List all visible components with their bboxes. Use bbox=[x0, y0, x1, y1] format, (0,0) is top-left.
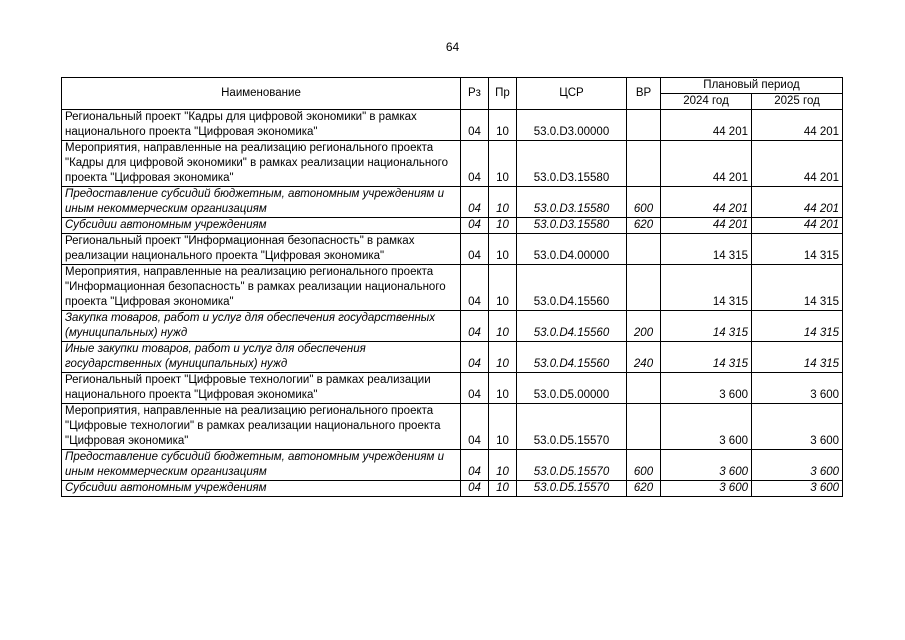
row-2025: 14 315 bbox=[752, 234, 843, 265]
row-csr: 53.0.D5.15570 bbox=[517, 481, 627, 497]
budget-table bbox=[61, 77, 843, 497]
row-name: Субсидии автономным учреждениям bbox=[62, 218, 461, 234]
row-name: Мероприятия, направленные на реализацию регионального проекта "Цифровые технологии" в рамках реализации национального проекта "Цифровая экономика" bbox=[62, 404, 461, 450]
row-2025: 44 201 bbox=[752, 110, 843, 141]
table-row bbox=[62, 373, 843, 404]
row-csr: 53.0.D4.15560 bbox=[517, 342, 627, 373]
row-csr: 53.0.D5.15570 bbox=[517, 450, 627, 481]
row-2024: 3 600 bbox=[661, 481, 752, 497]
row-2024: 44 201 bbox=[661, 141, 752, 187]
row-vr: 620 bbox=[627, 481, 661, 497]
row-2024: 14 315 bbox=[661, 234, 752, 265]
row-csr: 53.0.D3.15580 bbox=[517, 218, 627, 234]
table-row bbox=[62, 141, 843, 187]
row-csr: 53.0.D5.00000 bbox=[517, 373, 627, 404]
row-rz: 04 bbox=[461, 404, 489, 450]
row-pr: 10 bbox=[489, 450, 517, 481]
table-row bbox=[62, 110, 843, 141]
table-row bbox=[62, 311, 843, 342]
row-pr: 10 bbox=[489, 110, 517, 141]
row-csr: 53.0.D4.15560 bbox=[517, 311, 627, 342]
row-csr: 53.0.D4.15560 bbox=[517, 265, 627, 311]
row-rz: 04 bbox=[461, 311, 489, 342]
table-row bbox=[62, 450, 843, 481]
row-csr: 53.0.D5.15570 bbox=[517, 404, 627, 450]
table-header bbox=[62, 78, 843, 110]
row-2025: 14 315 bbox=[752, 265, 843, 311]
row-pr: 10 bbox=[489, 342, 517, 373]
header-vr: ВР bbox=[627, 78, 661, 110]
row-2025: 3 600 bbox=[752, 450, 843, 481]
row-2025: 44 201 bbox=[752, 218, 843, 234]
row-2024: 44 201 bbox=[661, 187, 752, 218]
row-2025: 3 600 bbox=[752, 404, 843, 450]
row-2024: 14 315 bbox=[661, 265, 752, 311]
row-vr: 600 bbox=[627, 450, 661, 481]
row-2024: 44 201 bbox=[661, 110, 752, 141]
row-rz: 04 bbox=[461, 265, 489, 311]
row-2024: 14 315 bbox=[661, 342, 752, 373]
row-name: Иные закупки товаров, работ и услуг для обеспечения государственных (муниципальных) нужд bbox=[62, 342, 461, 373]
header-year-2024: 2024 год bbox=[661, 94, 752, 110]
row-name: Закупка товаров, работ и услуг для обеспечения государственных (муниципальных) нужд bbox=[62, 311, 461, 342]
row-pr: 10 bbox=[489, 265, 517, 311]
row-name: Субсидии автономным учреждениям bbox=[62, 481, 461, 497]
row-csr: 53.0.D3.15580 bbox=[517, 187, 627, 218]
row-2025: 44 201 bbox=[752, 187, 843, 218]
row-rz: 04 bbox=[461, 110, 489, 141]
row-name: Мероприятия, направленные на реализацию регионального проекта "Информационная безопасность" в рамках реализации национального проекта "Цифровая экономика" bbox=[62, 265, 461, 311]
table-row bbox=[62, 404, 843, 450]
row-vr bbox=[627, 373, 661, 404]
row-pr: 10 bbox=[489, 404, 517, 450]
row-2024: 3 600 bbox=[661, 450, 752, 481]
table-row bbox=[62, 234, 843, 265]
row-2025: 44 201 bbox=[752, 141, 843, 187]
row-2025: 3 600 bbox=[752, 373, 843, 404]
page-number: 64 bbox=[445, 40, 460, 54]
row-name: Предоставление субсидий бюджетным, автономным учреждениям и иным некоммерческим организациям bbox=[62, 450, 461, 481]
row-vr bbox=[627, 265, 661, 311]
header-csr: ЦСР bbox=[517, 78, 627, 110]
row-csr: 53.0.D3.00000 bbox=[517, 110, 627, 141]
row-name: Региональный проект "Цифровые технологии" в рамках реализации национального проекта "Цифровая экономика" bbox=[62, 373, 461, 404]
table-row bbox=[62, 218, 843, 234]
row-rz: 04 bbox=[461, 187, 489, 218]
row-rz: 04 bbox=[461, 481, 489, 497]
row-csr: 53.0.D4.00000 bbox=[517, 234, 627, 265]
table-row bbox=[62, 187, 843, 218]
row-2024: 44 201 bbox=[661, 218, 752, 234]
row-vr: 620 bbox=[627, 218, 661, 234]
table-row bbox=[62, 481, 843, 497]
header-rz: Рз bbox=[461, 78, 489, 110]
row-vr bbox=[627, 404, 661, 450]
row-2025: 14 315 bbox=[752, 311, 843, 342]
row-rz: 04 bbox=[461, 342, 489, 373]
row-csr: 53.0.D3.15580 bbox=[517, 141, 627, 187]
row-pr: 10 bbox=[489, 218, 517, 234]
row-vr bbox=[627, 234, 661, 265]
row-2025: 14 315 bbox=[752, 342, 843, 373]
row-name: Региональный проект "Информационная безопасность" в рамках реализации национального проекта "Цифровая экономика" bbox=[62, 234, 461, 265]
row-vr: 200 bbox=[627, 311, 661, 342]
row-pr: 10 bbox=[489, 481, 517, 497]
row-name: Мероприятия, направленные на реализацию регионального проекта "Кадры для цифровой экономики" в рамках реализации национального проекта "Цифровая экономика" bbox=[62, 141, 461, 187]
table-row bbox=[62, 342, 843, 373]
row-rz: 04 bbox=[461, 450, 489, 481]
row-pr: 10 bbox=[489, 141, 517, 187]
table-row bbox=[62, 265, 843, 311]
row-2024: 3 600 bbox=[661, 404, 752, 450]
row-rz: 04 bbox=[461, 373, 489, 404]
row-rz: 04 bbox=[461, 234, 489, 265]
row-name: Региональный проект "Кадры для цифровой экономики" в рамках национального проекта "Цифровая экономика" bbox=[62, 110, 461, 141]
row-pr: 10 bbox=[489, 373, 517, 404]
row-name: Предоставление субсидий бюджетным, автономным учреждениям и иным некоммерческим организациям bbox=[62, 187, 461, 218]
row-2025: 3 600 bbox=[752, 481, 843, 497]
row-vr: 600 bbox=[627, 187, 661, 218]
row-pr: 10 bbox=[489, 311, 517, 342]
row-rz: 04 bbox=[461, 141, 489, 187]
row-vr: 240 bbox=[627, 342, 661, 373]
row-2024: 14 315 bbox=[661, 311, 752, 342]
header-pr: Пр bbox=[489, 78, 517, 110]
header-plan-period: Плановый период bbox=[661, 78, 843, 94]
row-vr bbox=[627, 110, 661, 141]
table-body bbox=[62, 110, 843, 497]
row-rz: 04 bbox=[461, 218, 489, 234]
header-name: Наименование bbox=[62, 78, 461, 110]
header-year-2025: 2025 год bbox=[752, 94, 843, 110]
row-pr: 10 bbox=[489, 234, 517, 265]
row-pr: 10 bbox=[489, 187, 517, 218]
row-2024: 3 600 bbox=[661, 373, 752, 404]
row-vr bbox=[627, 141, 661, 187]
